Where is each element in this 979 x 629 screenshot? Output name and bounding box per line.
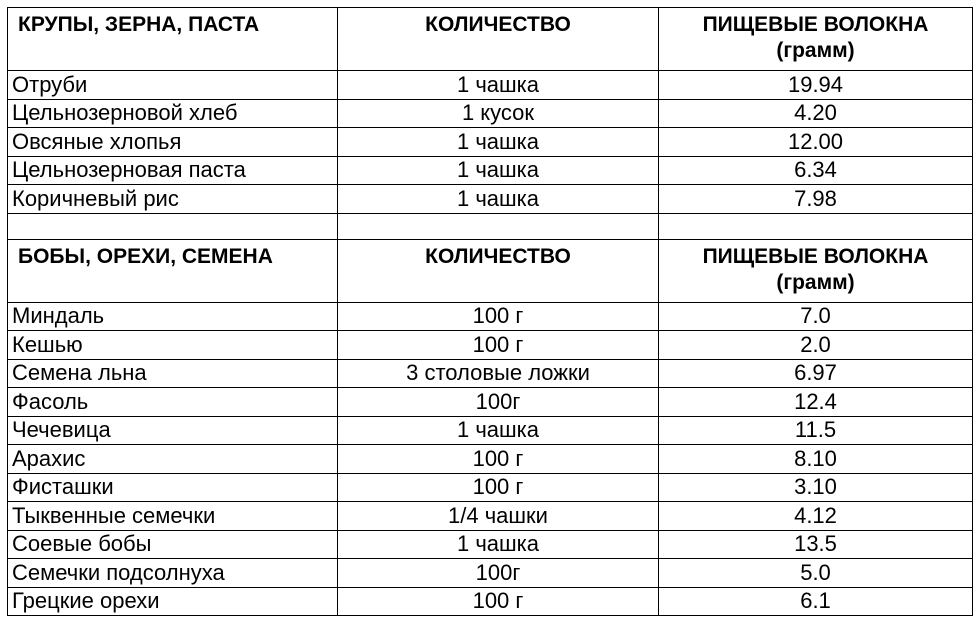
spacer-cell <box>659 213 973 239</box>
food-fiber: 7.0 <box>659 302 973 331</box>
food-name: Кешью <box>8 331 338 360</box>
table-row <box>8 388 973 417</box>
food-fiber: 3.10 <box>659 473 973 502</box>
header-quantity: КОЛИЧЕСТВО <box>338 239 659 302</box>
food-quantity: 100 г <box>338 331 659 360</box>
food-quantity: 1 чашка <box>338 128 659 157</box>
food-name: Цельнозерновая паста <box>8 156 338 185</box>
header-fiber <box>659 8 973 71</box>
spacer-cell <box>338 213 659 239</box>
food-fiber: 8.10 <box>659 445 973 474</box>
food-fiber: 4.20 <box>659 99 973 128</box>
food-quantity: 100 г <box>338 587 659 616</box>
food-name: Тыквенные семечки <box>8 502 338 531</box>
header-fiber-title: ПИЩЕВЫЕ ВОЛОКНА <box>702 244 929 268</box>
table-row <box>8 156 973 185</box>
table-row <box>8 185 973 214</box>
table-row <box>8 416 973 445</box>
spacer-cell <box>8 213 338 239</box>
food-quantity: 1 чашка <box>338 71 659 100</box>
table-row <box>8 71 973 100</box>
food-quantity: 1 кусок <box>338 99 659 128</box>
food-fiber: 5.0 <box>659 559 973 588</box>
table-row <box>8 502 973 531</box>
food-name: Чечевица <box>8 416 338 445</box>
food-quantity: 1 чашка <box>338 530 659 559</box>
table-row <box>8 587 973 616</box>
section-header-grains <box>8 8 973 71</box>
food-quantity: 100 г <box>338 473 659 502</box>
food-fiber: 12.4 <box>659 388 973 417</box>
food-fiber: 11.5 <box>659 416 973 445</box>
food-name: Фисташки <box>8 473 338 502</box>
food-fiber: 4.12 <box>659 502 973 531</box>
food-name: Цельнозерновой хлеб <box>8 99 338 128</box>
food-fiber: 19.94 <box>659 71 973 100</box>
food-name: Соевые бобы <box>8 530 338 559</box>
food-name: Семечки подсолнуха <box>8 559 338 588</box>
header-quantity: КОЛИЧЕСТВО <box>338 8 659 71</box>
table-row <box>8 331 973 360</box>
table-row <box>8 445 973 474</box>
food-name: Миндаль <box>8 302 338 331</box>
food-name: Грецкие орехи <box>8 587 338 616</box>
table-row <box>8 359 973 388</box>
food-quantity: 1 чашка <box>338 185 659 214</box>
food-name: Арахис <box>8 445 338 474</box>
food-quantity: 100г <box>338 559 659 588</box>
food-name: Коричневый рис <box>8 185 338 214</box>
food-name: Фасоль <box>8 388 338 417</box>
food-quantity: 3 столовые ложки <box>338 359 659 388</box>
food-name: Семена льна <box>8 359 338 388</box>
header-fiber-unit: (грамм) <box>776 39 855 62</box>
header-fiber-unit: (грамм) <box>776 270 855 294</box>
food-quantity: 100 г <box>338 302 659 331</box>
table-row <box>8 559 973 588</box>
table-row <box>8 302 973 331</box>
header-category: БОБЫ, ОРЕХИ, СЕМЕНА <box>8 239 338 302</box>
header-fiber-title: ПИЩЕВЫЕ ВОЛОКНА <box>702 13 929 36</box>
table-row <box>8 128 973 157</box>
food-fiber: 6.1 <box>659 587 973 616</box>
food-quantity: 100г <box>338 388 659 417</box>
food-fiber: 2.0 <box>659 331 973 360</box>
food-name: Отруби <box>8 71 338 100</box>
food-quantity: 1 чашка <box>338 416 659 445</box>
table-row <box>8 530 973 559</box>
food-fiber: 6.97 <box>659 359 973 388</box>
fiber-table <box>7 7 973 616</box>
header-category: КРУПЫ, ЗЕРНА, ПАСТА <box>8 8 338 71</box>
food-fiber: 7.98 <box>659 185 973 214</box>
food-quantity: 1 чашка <box>338 156 659 185</box>
table-row <box>8 99 973 128</box>
section-spacer <box>8 213 973 239</box>
food-quantity: 1/4 чашки <box>338 502 659 531</box>
food-name: Овсяные хлопья <box>8 128 338 157</box>
food-fiber: 12.00 <box>659 128 973 157</box>
header-fiber <box>659 239 973 302</box>
food-fiber: 13.5 <box>659 530 973 559</box>
table-row <box>8 473 973 502</box>
food-quantity: 100 г <box>338 445 659 474</box>
section-header-legumes <box>8 239 973 302</box>
food-fiber: 6.34 <box>659 156 973 185</box>
